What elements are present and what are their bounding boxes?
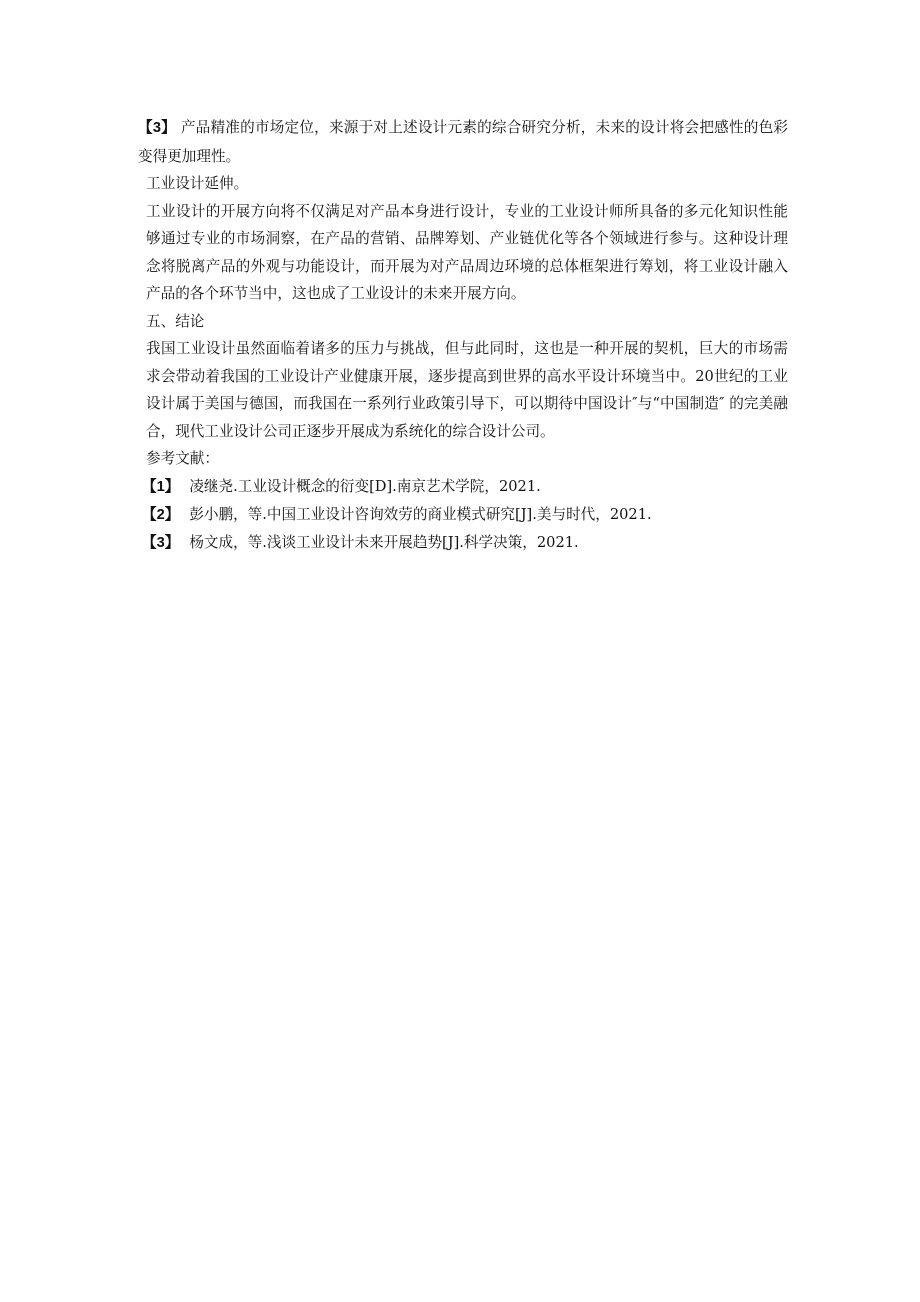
intro-text: 产品精准的市场定位，来源于对上述设计元素的综合研究分析，未来的设计将会把感性的色彩变得更加理性。 (138, 119, 788, 165)
reference-tag: 【3】 (142, 534, 180, 551)
citation-tag: 【3】 (138, 120, 176, 136)
references-heading: 参考文献： (146, 450, 219, 467)
reference-item (138, 501, 788, 529)
reference-text: 杨文成，等.浅谈工业设计未来开展趋势[J].科学决策，2021. (189, 533, 579, 551)
reference-text: 凌继尧.工业设计概念的衍变[D].南京艺术学院，2021. (189, 477, 541, 495)
intro-paragraph (138, 114, 788, 170)
document-body (138, 114, 788, 557)
reference-tag: 【2】 (142, 506, 180, 523)
section-heading-conclusion: 五、结论 (146, 312, 205, 330)
section-heading-extension: 工业设计延伸。 (146, 175, 249, 192)
conclusion-paragraph: 我国工业设计虽然面临着诸多的压力与挑战，但与此同时，这也是一种开展的契机，巨大的市场需求会带动着我国的工业设计产业健康开展，逐步提高到世界的高水平设计环境当中。20世纪的工业设计属于美国与德国，而我国在一系列行业政策引导下，可以期待中国设计″与“中国制造″ 的完美融合，现代工业设计公司正逐步开展成为系统化的综合设计公司。 (146, 340, 788, 440)
reference-text: 彭小鹏，等.中国工业设计咨询效劳的商业模式研究[J].美与时代，2021. (189, 505, 652, 523)
reference-tag: 【1】 (142, 478, 180, 495)
reference-item (138, 473, 788, 501)
extension-paragraph: 工业设计的开展方向将不仅满足对产品本身进行设计，专业的工业设计师所具备的多元化知识性能够通过专业的市场洞察，在产品的营销、品牌筹划、产业链优化等各个领域进行参与。这种设计理念将脱离产品的外观与功能设计，而开展为对产品周边环境的总体框架进行筹划，将工业设计融入产品的各个环节当中，这也成了工业设计的未来开展方向。 (146, 202, 788, 302)
reference-item (138, 529, 788, 557)
